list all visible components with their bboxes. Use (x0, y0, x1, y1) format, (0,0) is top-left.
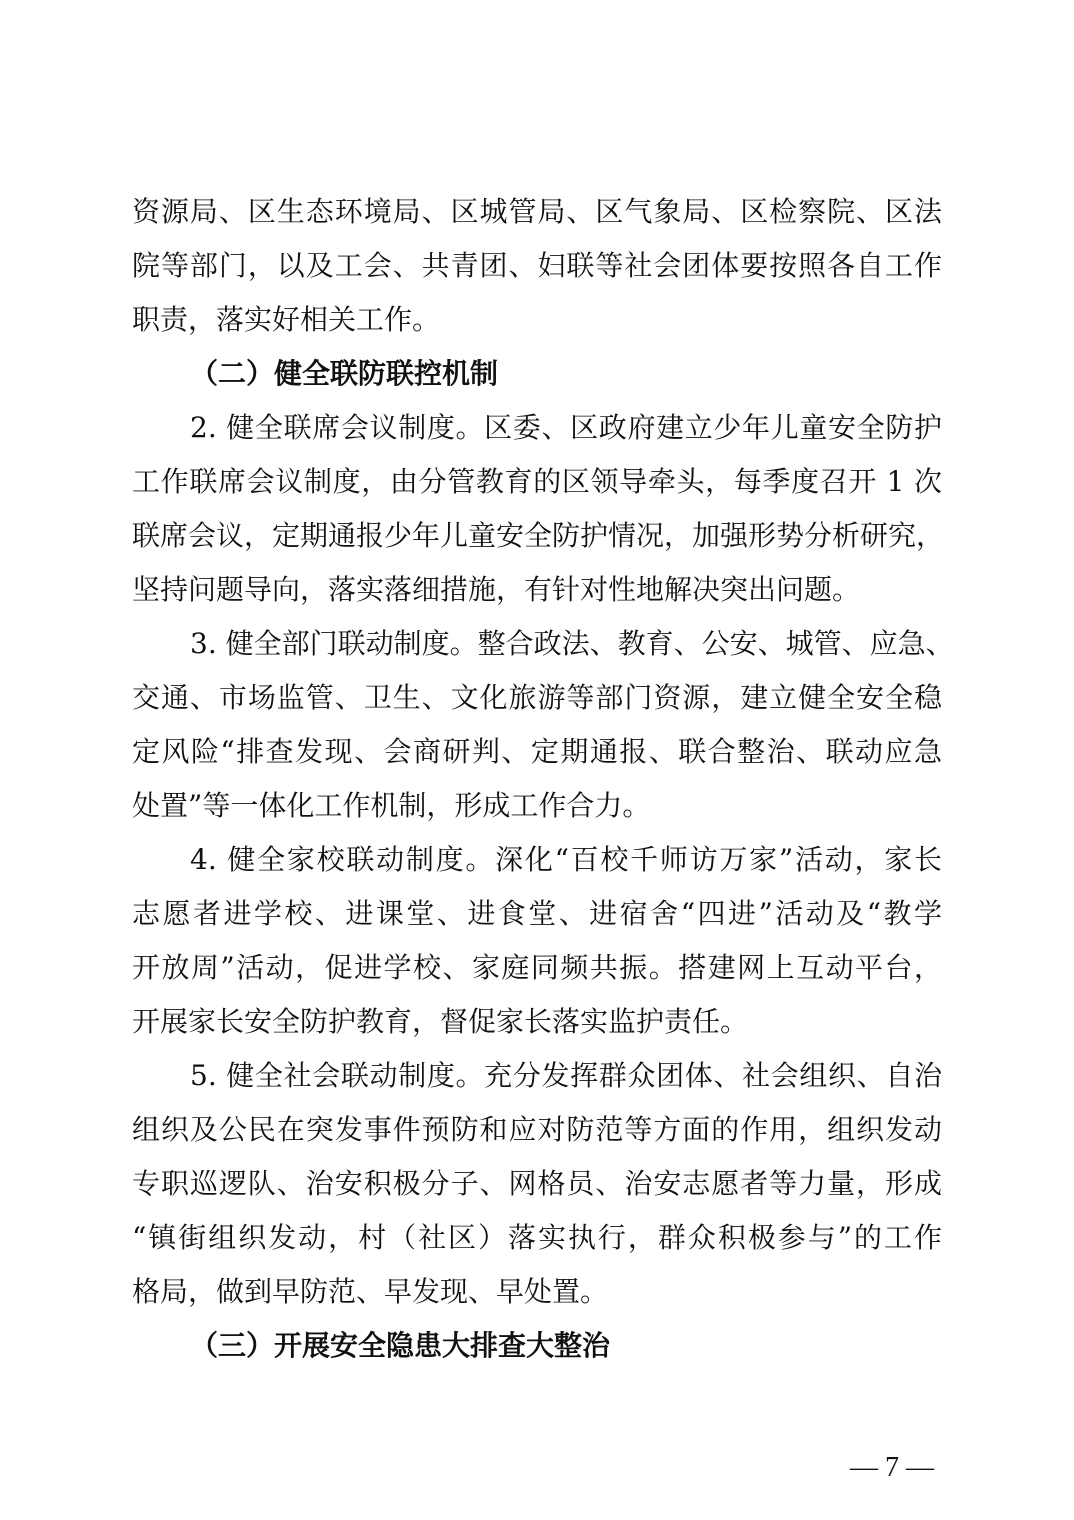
text-line: 交通、市场监管、卫生、文化旅游等部门资源，建立健全安全稳 (132, 681, 942, 714)
text-line: 专职巡逻队、治安积极分子、网格员、治安志愿者等力量，形成 (132, 1167, 942, 1200)
text-line: 组织及公民在突发事件预防和应对防范等方面的作用，组织发动 (132, 1113, 942, 1146)
text-line: 定风险“排查发现、会商研判、定期通报、联合整治、联动应急 (132, 735, 942, 768)
text-line: 资源局、区生态环境局、区城管局、区气象局、区检察院、区法 (132, 195, 942, 228)
text-line: 开展家长安全防护教育，督促家长落实监护责任。 (132, 1005, 749, 1038)
paragraph-first-line: 2. 健全联席会议制度。区委、区政府建立少年儿童安全防护 (190, 411, 942, 444)
text-line: 院等部门，以及工会、共青团、妇联等社会团体要按照各自工作 (132, 249, 942, 282)
text-line: 格局，做到早防范、早发现、早处置。 (132, 1275, 609, 1308)
section-heading: （三）开展安全隐患大排查大整治 (190, 1329, 611, 1362)
text-line: 开放周”活动，促进学校、家庭同频共振。搭建网上互动平台， (132, 951, 942, 984)
document-body (132, 185, 954, 1373)
text-line: “镇街组织发动，村（社区）落实执行，群众积极参与”的工作 (132, 1221, 942, 1254)
paragraph-first-line: 4. 健全家校联动制度。深化“百校千师访万家”活动，家长 (190, 843, 942, 876)
section-heading: （二）健全联防联控机制 (190, 357, 499, 390)
text-line: 处置”等一体化工作机制，形成工作合力。 (132, 789, 651, 822)
text-line: 坚持问题导向，落实落细措施，有针对性地解决突出问题。 (132, 573, 861, 606)
page-number: — 7 — (850, 1452, 934, 1483)
paragraph-first-line: 3. 健全部门联动制度。整合政法、教育、公安、城管、应急、 (190, 627, 954, 660)
text-line: 职责，落实好相关工作。 (132, 303, 441, 336)
text-line: 工作联席会议制度，由分管教育的区领导牵头，每季度召开 1 次 (132, 465, 942, 498)
text-line: 志愿者进学校、进课堂、进食堂、进宿舍“四进”活动及“教学 (132, 897, 942, 930)
paragraph-first-line: 5. 健全社会联动制度。充分发挥群众团体、社会组织、自治 (190, 1059, 942, 1092)
text-line: 联席会议，定期通报少年儿童安全防护情况，加强形势分析研究， (132, 519, 945, 552)
